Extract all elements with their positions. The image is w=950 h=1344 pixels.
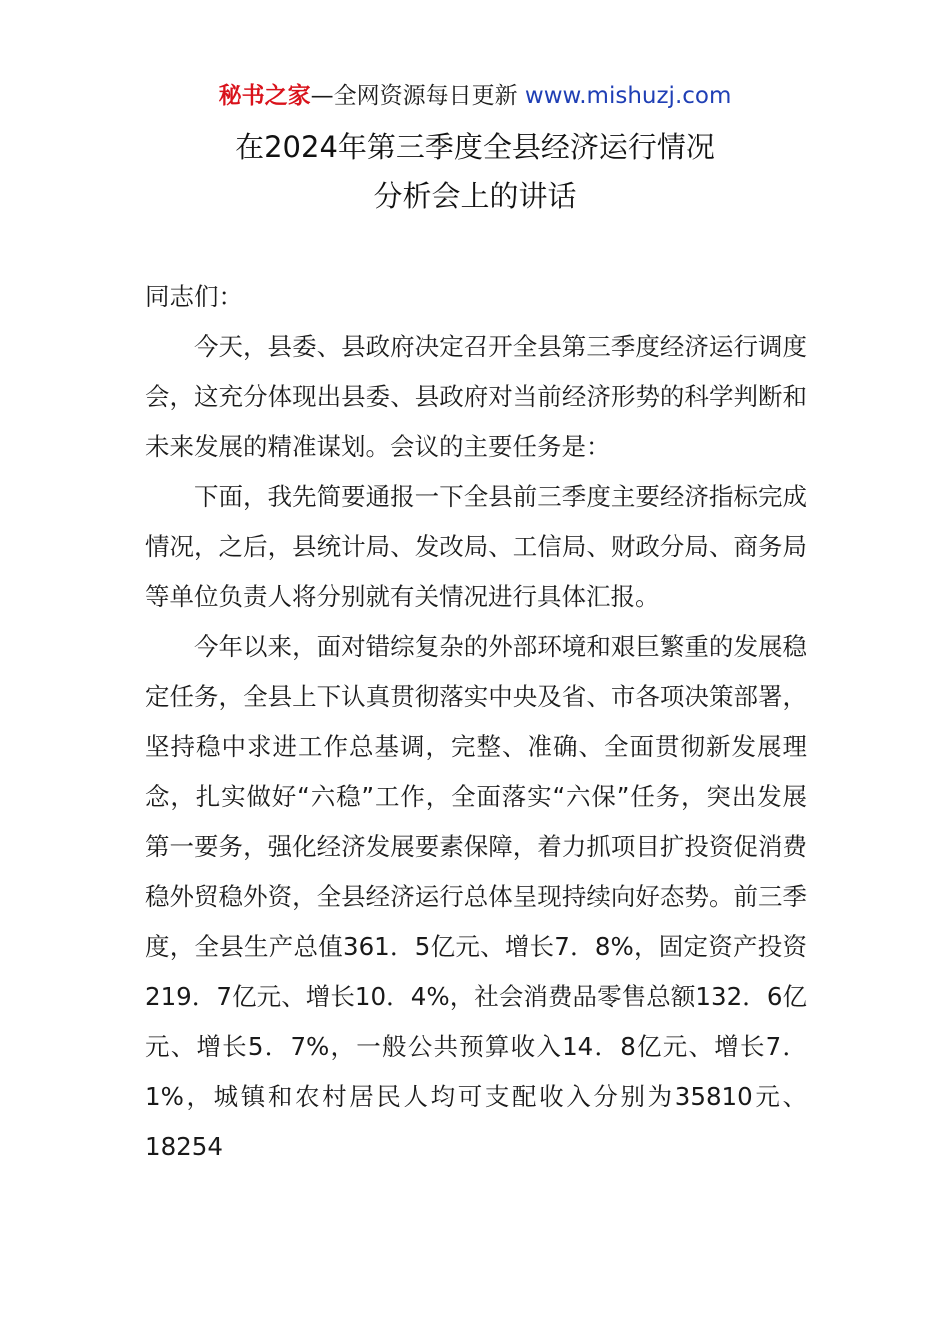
document-body xyxy=(145,272,807,1172)
paragraph-3: 今年以来，面对错综复杂的外部环境和艰巨繁重的发展稳定任务，全县上下认真贯彻落实中央及省、市各项决策部署，坚持稳中求进工作总基调，完整、准确、全面贯彻新发展理念，扎实做好“六稳”工作，全面落实“六保”任务，突出发展第一要务，强化经济发展要素保障，着力抓项目扩投资促消费稳外贸稳外资，全县经济运行总体呈现持续向好态势。前三季度，全县生产总值361．5亿元、增长7．8%，固定资产投资219．7亿元、增长10．4%，社会消费品零售总额132．6亿元、增长5．7%，一般公共预算收入14．8亿元、增长7．1%，城镇和农村居民人均可支配收入分别为35810元、18254 xyxy=(145,632,807,1161)
site-url-link[interactable]: www.mishuzj.com xyxy=(524,83,732,109)
site-brand: 秘书之家 xyxy=(218,83,311,109)
document-title-line-1: 在2024年第三季度全县经济运行情况 xyxy=(235,130,715,164)
document-title-line-2: 分析会上的讲话 xyxy=(373,179,577,213)
paragraph-1: 今天，县委、县政府决定召开全县第三季度经济运行调度会，这充分体现出县委、县政府对当前经济形势的科学判断和未来发展的精准谋划。会议的主要任务是： xyxy=(145,332,807,461)
salutation: 同志们： xyxy=(145,282,243,311)
site-header xyxy=(0,80,950,112)
paragraph-2: 下面，我先简要通报一下全县前三季度主要经济指标完成情况，之后，县统计局、发改局、工信局、财政分局、商务局等单位负责人将分别就有关情况进行具体汇报。 xyxy=(145,482,807,611)
site-slogan: —全网资源每日更新 xyxy=(310,83,525,109)
